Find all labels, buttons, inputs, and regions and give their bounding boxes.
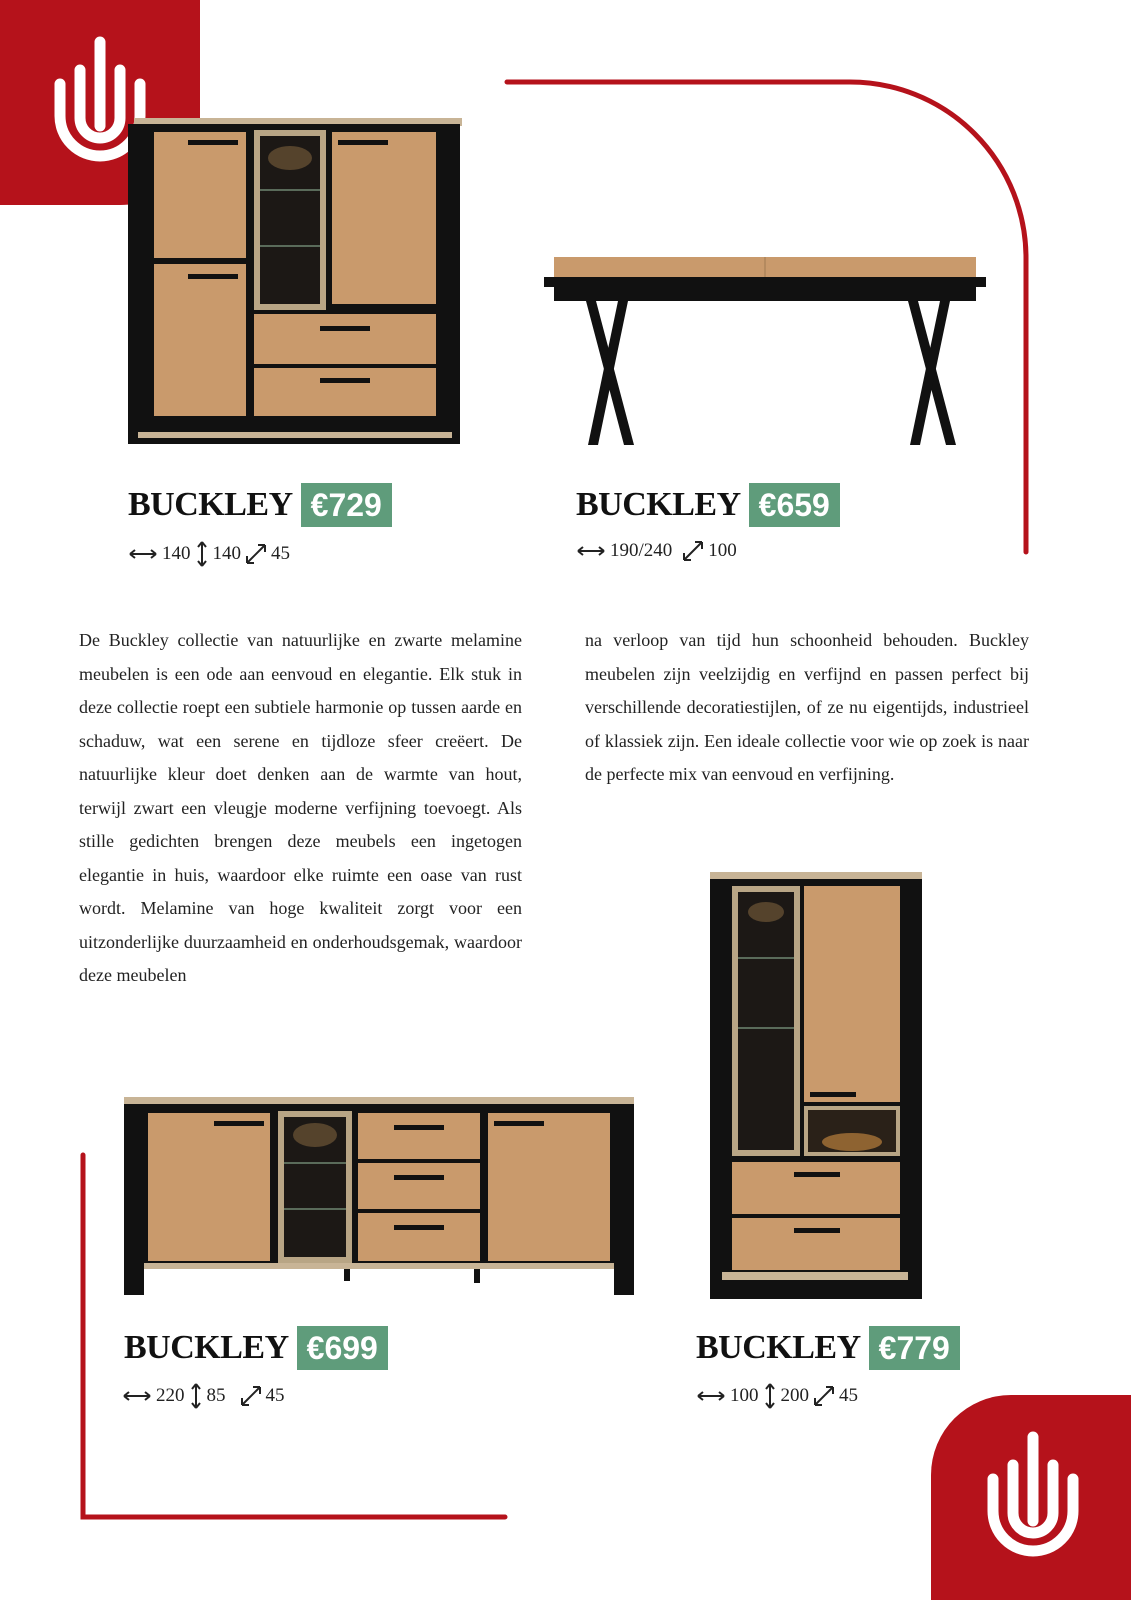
depth-value: 100 — [708, 540, 737, 561]
width-arrow-icon — [576, 543, 606, 559]
product-name: BUCKLEY — [124, 1329, 289, 1366]
dining-table-image — [540, 255, 990, 450]
depth-arrow-icon — [245, 543, 267, 565]
height-value: 200 — [780, 1385, 809, 1406]
height-value: 85 — [206, 1385, 226, 1406]
width-value: 140 — [162, 543, 191, 564]
dimensions — [576, 540, 737, 562]
depth-arrow-icon — [682, 540, 704, 562]
description-column-2: na verloop van tijd hun schoonheid behouden. Buckley meubelen zijn veelzijdig en verfijnd en passen perfect bij verschillende decoratiestijlen, of ze nu eigentijds, industrieel of klassiek zijn. Een ideale collectie voor wie op zoek is naar de perfecte mix van eenvoud en verfijning. — [585, 630, 1029, 784]
width-arrow-icon — [128, 546, 158, 562]
height-value: 140 — [212, 543, 241, 564]
display-cabinet-image — [708, 872, 924, 1300]
dimensions — [128, 540, 290, 568]
height-arrow-icon — [195, 540, 209, 568]
price-badge: €699 — [297, 1326, 388, 1370]
highboard-image — [128, 118, 464, 448]
product-heading — [124, 1326, 388, 1370]
depth-arrow-icon — [813, 1385, 835, 1407]
brand-corner-bottom-right — [931, 1395, 1131, 1600]
price-badge: €659 — [749, 483, 840, 527]
width-arrow-icon — [696, 1388, 726, 1404]
hand-logo-icon — [983, 1429, 1083, 1567]
dimensions — [696, 1382, 858, 1410]
depth-value: 45 — [265, 1385, 285, 1406]
height-arrow-icon — [189, 1382, 203, 1410]
price-badge: €729 — [301, 483, 392, 527]
product-heading — [128, 483, 392, 527]
product-name: BUCKLEY — [696, 1329, 861, 1366]
width-value: 100 — [730, 1385, 759, 1406]
width-value: 220 — [156, 1385, 185, 1406]
sideboard-image — [122, 1097, 636, 1297]
dimensions — [122, 1382, 285, 1410]
product-heading — [576, 483, 840, 527]
description-column-1: De Buckley collectie van natuurlijke en zwarte melamine meubelen is een ode aan eenvoud en elegantie. Elk stuk in deze collectie roept een subtiele harmonie op tussen aarde en schaduw, wat een serene en tijdloze sfeer creëert. De natuurlijke kleur doet denken aan de warmte van hout, terwijl zwart een vleugje moderne verfijning toevoegt. Als stille gedichten brengen deze meubels een ingetogen elegantie in huis, waardoor elke ruimte een oase van rust wordt. Melamine van hoge kwaliteit zorgt voor een uitzonderlijke duurzaamheid en onderhoudsgemak, waardoor deze meubelen — [79, 630, 522, 985]
width-arrow-icon — [122, 1388, 152, 1404]
depth-arrow-icon — [240, 1385, 262, 1407]
width-value: 190/240 — [610, 540, 673, 561]
price-badge: €779 — [869, 1326, 960, 1370]
product-heading — [696, 1326, 960, 1370]
height-arrow-icon — [763, 1382, 777, 1410]
depth-value: 45 — [271, 543, 290, 564]
depth-value: 45 — [839, 1385, 858, 1406]
product-name: BUCKLEY — [576, 486, 741, 523]
product-name: BUCKLEY — [128, 486, 293, 523]
